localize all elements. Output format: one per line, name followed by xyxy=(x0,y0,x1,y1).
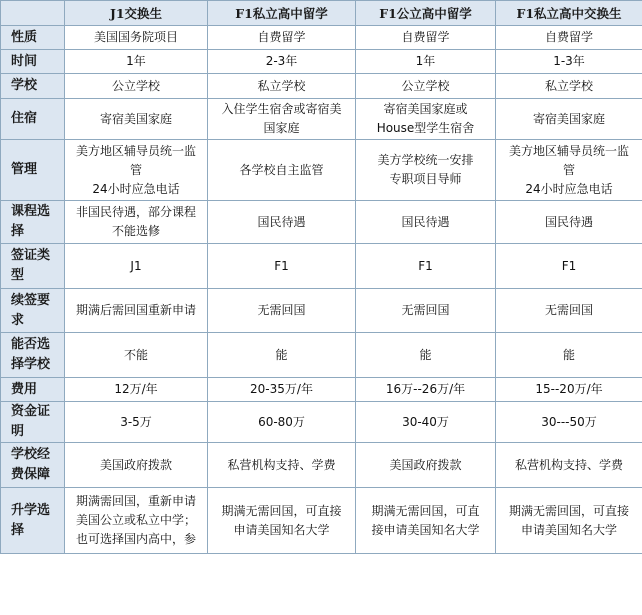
row-label-line: 型 xyxy=(11,268,25,283)
row-label xyxy=(1,378,65,402)
table-row xyxy=(1,378,642,402)
cell-f1-private xyxy=(208,289,356,333)
cell-text-line: 美国国务院项目 xyxy=(93,30,178,44)
cell-text-line: 不能选修 xyxy=(111,224,160,238)
cell-text-line: 管 xyxy=(129,162,142,177)
row-label xyxy=(1,201,65,244)
cell-f1-private xyxy=(208,443,356,488)
cell-text-line: 美方地区辅导员统一监 xyxy=(508,143,629,158)
table-row xyxy=(1,99,642,140)
cell-text-line: 自费留学 xyxy=(401,30,450,44)
cell-text-line: 能 xyxy=(419,347,432,362)
cell-text-line: 30-40万 xyxy=(402,414,449,429)
cell-text-line: F1 xyxy=(418,258,433,273)
cell-f1-private xyxy=(208,99,356,140)
cell-text-line: 国民待遇 xyxy=(544,214,593,229)
row-label-line: 时间 xyxy=(11,53,38,69)
cell-f1-public xyxy=(356,402,496,443)
cell-j1-exchange xyxy=(65,378,208,402)
cell-text-line: 寄宿美国家庭 xyxy=(99,111,172,126)
cell-f1-private xyxy=(208,26,356,50)
cell-text-line: 美方地区辅导员统一监 xyxy=(75,143,196,158)
cell-text-line: 公立学校 xyxy=(111,78,160,93)
cell-j1-exchange xyxy=(65,333,208,378)
cell-text-line: 寄宿美国家庭或 xyxy=(383,102,468,116)
table-row xyxy=(1,26,642,50)
cell-text-line: 美国政府拨款 xyxy=(99,457,172,472)
cell-text-line: 国民待遇 xyxy=(257,214,306,229)
cell-f1-public xyxy=(356,74,496,99)
cell-text-line: 1年 xyxy=(126,54,146,68)
row-label-line: 费保障 xyxy=(11,467,51,482)
cell-f1-public xyxy=(356,244,496,289)
row-label-line: 资金证 xyxy=(11,404,51,419)
row-label-line: 性质 xyxy=(11,29,38,45)
table-row xyxy=(1,74,642,99)
column-header-j1-exchange: J1交换生 xyxy=(65,1,208,26)
cell-f1-private xyxy=(208,488,356,554)
cell-f1-private-exchange xyxy=(496,140,642,201)
cell-f1-public xyxy=(356,488,496,554)
cell-f1-private-exchange xyxy=(496,74,642,99)
cell-f1-private-exchange xyxy=(496,201,642,244)
column-header-f1-private: F1私立高中留学 xyxy=(208,1,356,26)
cell-f1-private-exchange xyxy=(496,378,642,402)
cell-text-line: 私营机构支持、学费 xyxy=(227,457,336,472)
cell-text-line: 无需回国 xyxy=(257,303,306,317)
row-label-line: 费用 xyxy=(11,381,38,397)
cell-text-line: 16万--26万/年 xyxy=(385,382,466,396)
column-header-f1-private-exchange: F1私立高中交换生 xyxy=(496,1,642,26)
cell-j1-exchange xyxy=(65,26,208,50)
cell-j1-exchange xyxy=(65,289,208,333)
cell-text-line: 美国政府拨款 xyxy=(389,457,462,472)
cell-text-line: 期满后需回国重新申请 xyxy=(75,303,196,317)
row-label-line: 签证类 xyxy=(11,248,51,263)
row-label-line: 择学校 xyxy=(11,357,51,372)
cell-j1-exchange xyxy=(65,201,208,244)
cell-f1-private xyxy=(208,74,356,99)
row-label-line: 求 xyxy=(11,312,25,328)
row-label-line: 学校 xyxy=(11,78,38,93)
cell-f1-public xyxy=(356,333,496,378)
cell-j1-exchange xyxy=(65,244,208,289)
cell-f1-private xyxy=(208,244,356,289)
cell-text-line: 不能 xyxy=(123,347,148,362)
row-label-line: 续签要 xyxy=(11,292,51,308)
row-label-line: 管理 xyxy=(11,162,38,177)
table-row xyxy=(1,244,642,289)
cell-f1-private xyxy=(208,50,356,74)
row-label xyxy=(1,443,65,488)
cell-f1-public xyxy=(356,99,496,140)
cell-text-line: J1 xyxy=(130,258,142,273)
cell-text-line: 60-80万 xyxy=(258,414,305,429)
table-row xyxy=(1,50,642,74)
cell-f1-public xyxy=(356,289,496,333)
cell-j1-exchange xyxy=(65,488,208,554)
row-label xyxy=(1,488,65,554)
cell-text-line: 入住学生宿舍或寄宿美 xyxy=(221,102,342,116)
row-label xyxy=(1,333,65,378)
cell-text-line: 12万/年 xyxy=(114,382,158,396)
cell-text-line: F1 xyxy=(561,258,577,273)
cell-text-line: F1 xyxy=(274,258,289,273)
cell-text-line: 国家庭 xyxy=(263,121,300,135)
cell-text-line: 期满无需回国，可直 xyxy=(371,503,480,518)
cell-j1-exchange xyxy=(65,50,208,74)
row-label-line: 择 xyxy=(11,224,25,239)
cell-f1-private xyxy=(208,140,356,201)
cell-j1-exchange xyxy=(65,402,208,443)
cell-text-line: 各学校自主监管 xyxy=(239,162,324,177)
cell-text-line: 国民待遇 xyxy=(401,214,450,229)
cell-text-line: 2-3年 xyxy=(265,54,298,68)
cell-text-line: 寄宿美国家庭 xyxy=(532,111,605,126)
cell-j1-exchange xyxy=(65,140,208,201)
row-label xyxy=(1,140,65,201)
cell-text-line: 私立学校 xyxy=(257,78,306,93)
cell-text-line: 24小时应急电话 xyxy=(92,181,180,196)
cell-text-line: 非国民待遇，部分课程 xyxy=(75,205,196,219)
table-row xyxy=(1,140,642,201)
cell-f1-public xyxy=(356,378,496,402)
cell-text-line: 1-3年 xyxy=(553,54,585,68)
cell-text-line: 24小时应急电话 xyxy=(525,181,613,196)
row-label xyxy=(1,26,65,50)
header-row xyxy=(1,1,642,26)
cell-text-line: 公立学校 xyxy=(401,78,450,93)
cell-f1-public xyxy=(356,26,496,50)
row-label xyxy=(1,289,65,333)
cell-text-line: 申请美国知名大学 xyxy=(520,522,617,537)
table-row xyxy=(1,333,642,378)
cell-text-line: 私营机构支持、学费 xyxy=(514,457,623,472)
cell-f1-private-exchange xyxy=(496,402,642,443)
row-label-line: 明 xyxy=(11,424,25,439)
cell-j1-exchange xyxy=(65,74,208,99)
cell-text-line: 3-5万 xyxy=(120,414,152,429)
cell-f1-public xyxy=(356,50,496,74)
table-row xyxy=(1,488,642,554)
cell-text-line: 能 xyxy=(275,347,288,362)
cell-text-line: 能 xyxy=(562,347,575,362)
cell-text-line: 美国公立或私立中学； xyxy=(75,513,196,527)
table-row xyxy=(1,402,642,443)
cell-f1-private xyxy=(208,333,356,378)
row-label-line: 学校经 xyxy=(11,447,51,462)
row-label xyxy=(1,50,65,74)
cell-f1-private-exchange xyxy=(496,488,642,554)
cell-text-line: 私立学校 xyxy=(544,78,593,93)
cell-text-line: 30---50万 xyxy=(541,414,597,429)
row-label-line: 能否选 xyxy=(11,337,51,352)
cell-text-line: 管 xyxy=(562,162,575,177)
cell-text-line: 无需回国 xyxy=(544,303,593,317)
cell-text-line: 20-35万/年 xyxy=(250,382,313,396)
row-label-line: 升学选 xyxy=(11,502,51,518)
row-label-line: 住宿 xyxy=(11,111,38,126)
cell-text-line: 专职项目导师 xyxy=(389,172,462,186)
cell-text-line: 也可选择国内高中，参 xyxy=(75,532,196,546)
cell-j1-exchange xyxy=(65,99,208,140)
cell-f1-private-exchange xyxy=(496,333,642,378)
row-label xyxy=(1,74,65,99)
cell-text-line: 期满需回国，重新申请 xyxy=(75,494,196,508)
cell-f1-private-exchange xyxy=(496,26,642,50)
cell-text-line: 美方学校统一安排 xyxy=(377,153,474,167)
cell-f1-private-exchange xyxy=(496,244,642,289)
cell-f1-private xyxy=(208,402,356,443)
cell-text-line: 自费留学 xyxy=(544,30,593,44)
table-row xyxy=(1,443,642,488)
table-row xyxy=(1,289,642,333)
cell-text-line: 无需回国 xyxy=(401,303,450,317)
column-header-f1-public: F1公立高中留学 xyxy=(356,1,496,26)
cell-f1-private-exchange xyxy=(496,99,642,140)
cell-f1-private xyxy=(208,201,356,244)
cell-text-line: House型学生宿舍 xyxy=(376,121,475,135)
row-label xyxy=(1,244,65,289)
cell-text-line: 1年 xyxy=(415,54,436,68)
cell-text-line: 自费留学 xyxy=(257,30,306,44)
cell-text-line: 申请美国知名大学 xyxy=(233,522,330,537)
cell-f1-public xyxy=(356,443,496,488)
cell-text-line: 期满无需回国，可直接 xyxy=(508,503,629,518)
row-label xyxy=(1,402,65,443)
cell-f1-private-exchange xyxy=(496,443,642,488)
row-label-line: 课程选 xyxy=(11,204,51,219)
row-label-line: 择 xyxy=(11,522,25,538)
cell-f1-private-exchange xyxy=(496,289,642,333)
cell-text-line: 接申请美国知名大学 xyxy=(371,522,480,537)
table-row xyxy=(1,201,642,244)
cell-f1-private xyxy=(208,378,356,402)
cell-f1-private-exchange xyxy=(496,50,642,74)
cell-f1-public xyxy=(356,140,496,201)
cell-f1-public xyxy=(356,201,496,244)
cell-text-line: 15--20万/年 xyxy=(535,382,603,396)
row-label xyxy=(1,99,65,140)
cell-j1-exchange xyxy=(65,443,208,488)
cell-text-line: 期满无需回国，可直接 xyxy=(221,503,342,518)
header-corner xyxy=(1,1,65,26)
